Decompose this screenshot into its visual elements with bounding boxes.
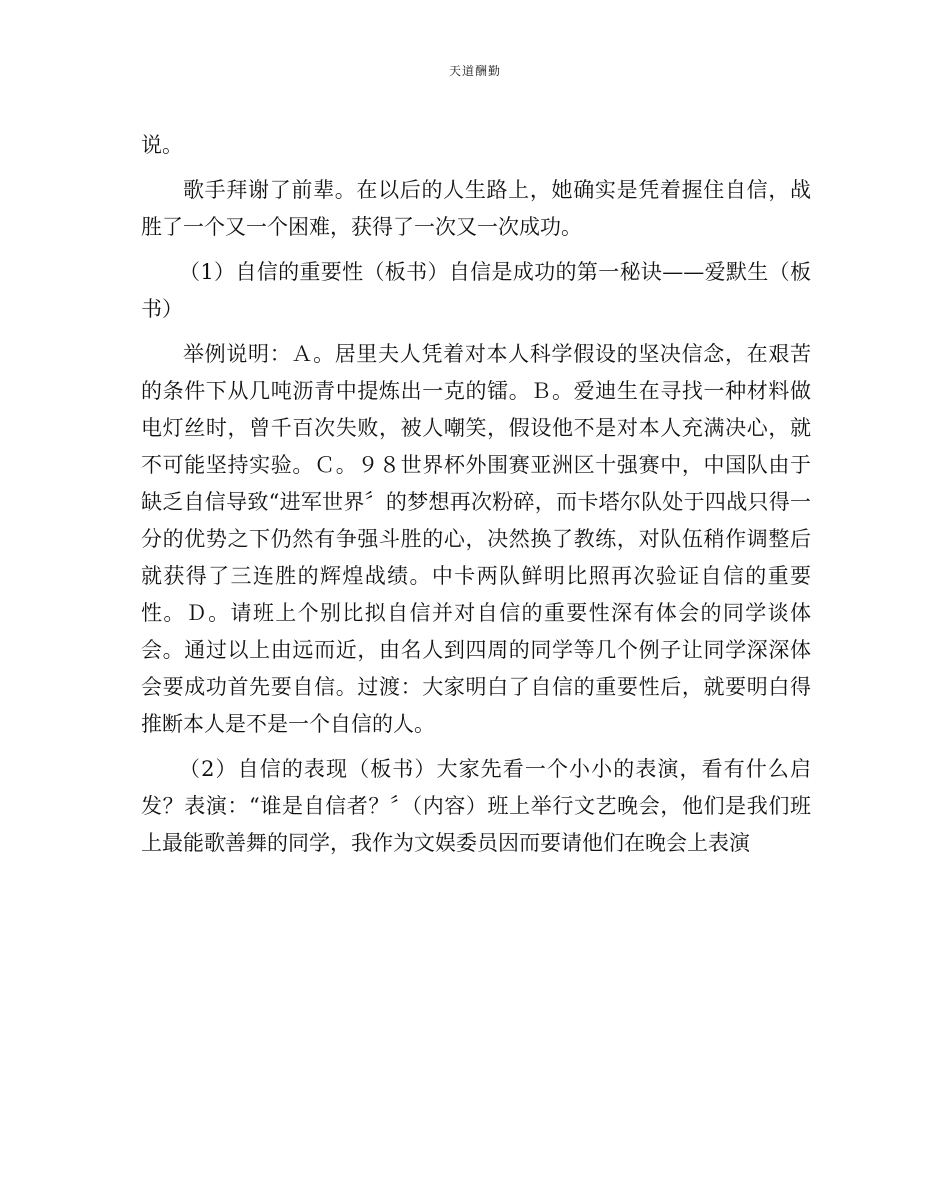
document-body	[141, 127, 811, 870]
page-header: 天道酬勤	[448, 64, 501, 78]
paragraph-examples: 举例说明：Ａ。居里夫人凭着对本人科学假设的坚决信念，在艰苦的条件下从几吨沥青中提炼出一克的镭。Ｂ。爱迪生在寻找一种材料做电灯丝时，曾千百次失败，被人嘲笑，假设他不是对本人充满决心，就不可能坚持实验。Ｃ。９８世界杯外围赛亚洲区十强赛中，中国队由于缺乏自信导致“进军世界〞的梦想再次粉碎，而卡塔尔队处于四战只得一分的优势之下仍然有争强斗胜的心，决然换了教练，对队伍稍作调整后就获得了三连胜的辉煌战绩。中卡两队鲜明比照再次验证自信的重要性。Ｄ。请班上个别比拟自信并对自信的重要性深有体会的同学谈体会。通过以上由远而近，由名人到四周的同学等几个例子让同学深深体会要成功首先要自信。过渡：大家明白了自信的重要性后，就要明白得推断本人是不是一个自信的人。	[141, 342, 811, 736]
paragraph-confidence-expression: （2）自信的表现（板书）大家先看一个小小的表演，看有什么启发？表演：“谁是自信者？〞（内容）班上举行文艺晚会，他们是我们班上最能歌善舞的同学，我作为文娱委员因而要请他们在晚会上表演	[141, 757, 811, 855]
paragraph-continuation: 说。	[141, 133, 183, 157]
paragraph-singer-thanks: 歌手拜谢了前辈。在以后的人生路上，她确实是凭着握住自信，战胜了一个又一个困难，获得了一次又一次成功。	[141, 178, 811, 239]
paragraph-importance-of-confidence: （1）自信的重要性（板书）自信是成功的第一秘诀——爱默生（板书）	[141, 260, 811, 321]
